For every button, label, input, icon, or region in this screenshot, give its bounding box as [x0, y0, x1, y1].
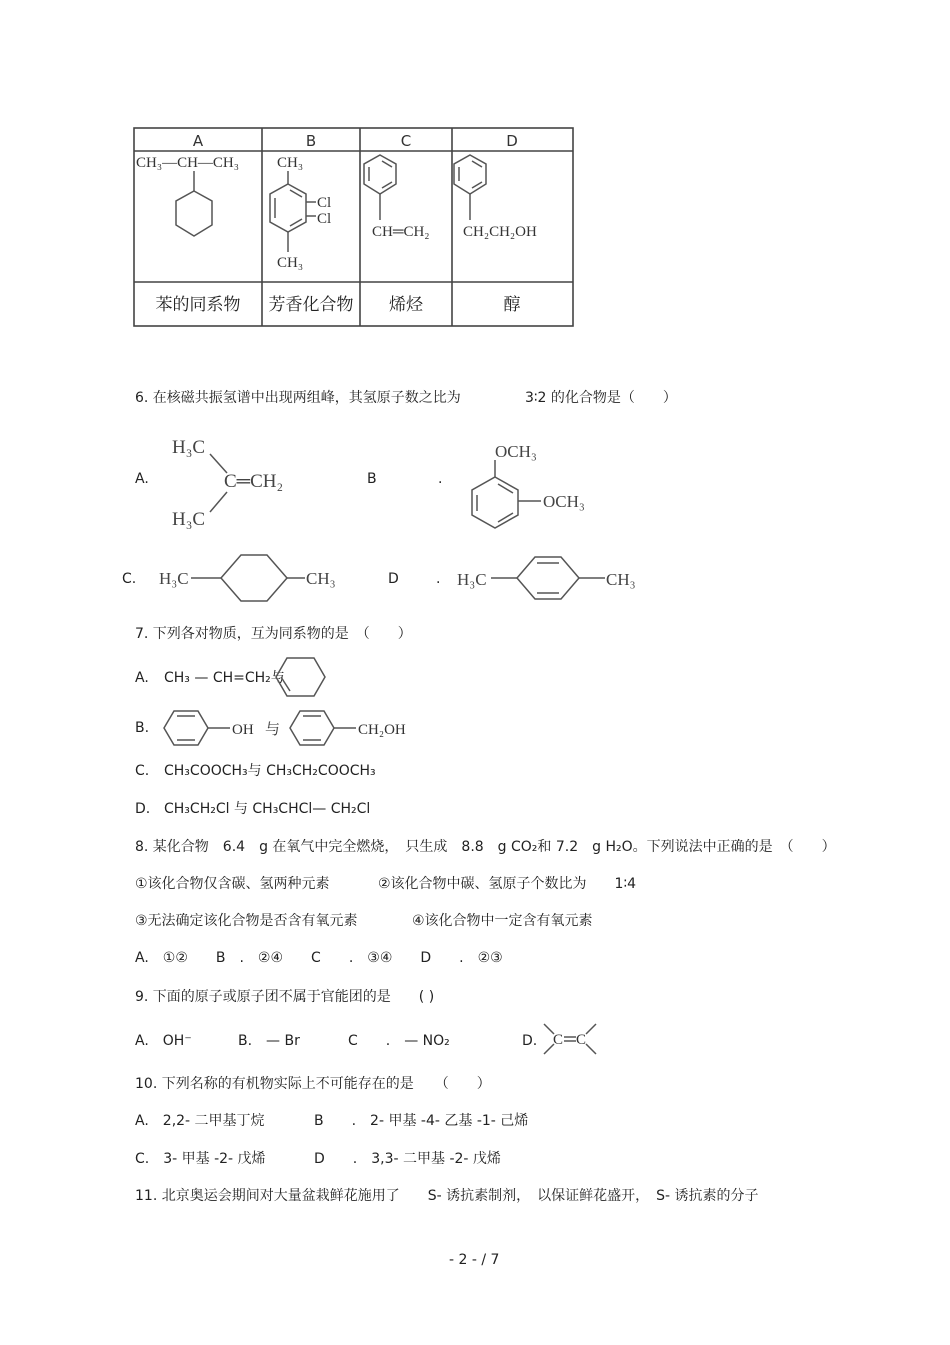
table-c-formula: CH═CH₂: [372, 224, 430, 240]
q10-option-b: B . 2- 甲基 -4- 乙基 -1- 己烯: [314, 1113, 529, 1129]
q6-option-c-label: C.: [122, 571, 137, 587]
table-header-a: A: [192, 132, 204, 150]
q6-option-b-label: B: [367, 471, 377, 487]
q10-option-a: A. 2,2- 二甲基丁烷: [135, 1113, 265, 1129]
q6-option-b-structure: [455, 435, 615, 530]
q7-option-d-label: D.: [135, 801, 151, 817]
svg-text:CH₃: CH₃: [606, 570, 636, 589]
svg-text:OCH₃: OCH₃: [495, 442, 537, 461]
svg-text:OCH₃: OCH₃: [543, 492, 585, 511]
q6-stem-ratio: 3∶2 的化合物是（ ）: [525, 390, 677, 406]
q7-stem: 7. 下列各对物质，互为同系物的是 （ ）: [135, 626, 412, 642]
q9-stem: 9. 下面的原子或原子团不属于官能团的是 ( ): [135, 989, 435, 1005]
q9-option-a: A. OH⁻: [135, 1033, 192, 1049]
q8-statement-4: ④该化合物中一定含有氧元素: [412, 913, 593, 929]
table-label-d: 醇: [503, 295, 521, 315]
q9-option-d-alkene: [540, 1020, 605, 1060]
svg-text:CH₃: CH₃: [306, 569, 336, 588]
page-number: - 2 - / 7: [449, 1252, 500, 1268]
svg-text:C═CH₂: C═CH₂: [224, 471, 284, 492]
q7-option-b-structures: [160, 708, 430, 748]
classification-table: [0, 0, 950, 340]
table-a-formula: CH₃—CH—CH₃: [136, 155, 239, 171]
q7-option-a-text: CH₃ — CH=CH₂与: [164, 670, 285, 686]
svg-text:与: 与: [265, 722, 281, 738]
q6-option-c-structure: [155, 550, 355, 605]
q8-statement-3: ③无法确定该化合物是否含有氧元素: [135, 913, 358, 929]
svg-text:C: C: [553, 1032, 564, 1048]
svg-text:C: C: [576, 1032, 587, 1048]
q8-statement-2: ②该化合物中碳、氢原子个数比为 1∶4: [378, 876, 637, 892]
q8-stem: 8. 某化合物 6.4 g 在氧气中完全燃烧， 只生成 8.8 g CO₂和 7.2 g H₂O。下列说法中正确的是 （ ）: [135, 839, 836, 855]
q11-stem: 11. 北京奥运会期间对大量盆栽鲜花施用了 S- 诱抗素制剂， 以保证鲜花盛开， S- 诱抗素的分子: [135, 1188, 759, 1204]
q10-option-c: C. 3- 甲基 -2- 戊烯: [135, 1151, 266, 1167]
table-header-d: D: [506, 132, 518, 150]
table-b-ch3-top: CH₃: [277, 155, 304, 171]
q8-statement-1: ①该化合物仅含碳、氢两种元素: [135, 876, 330, 892]
svg-text:H₃C: H₃C: [159, 569, 189, 588]
svg-text:H₃C: H₃C: [172, 437, 206, 458]
q7-option-c-text: CH₃COOCH₃与 CH₃CH₂COOCH₃: [164, 763, 376, 779]
svg-text:H₃C: H₃C: [172, 509, 206, 530]
table-label-c: 烯烃: [389, 295, 423, 315]
table-d-formula: CH₂CH₂OH: [463, 224, 537, 240]
table-header-c: C: [400, 132, 412, 150]
table-label-a: 苯的同系物: [155, 295, 241, 315]
q6-option-d-dot: .: [436, 571, 441, 587]
svg-text:CH₂OH: CH₂OH: [358, 722, 406, 738]
table-label-b: 芳香化合物: [268, 295, 354, 315]
q8-options: A. ①② B . ②④ C . ③④ D . ②③: [135, 950, 503, 966]
q6-option-b-dot: .: [438, 471, 443, 487]
table-b-cl-2: Cl: [317, 211, 332, 227]
svg-text:OH: OH: [232, 722, 254, 738]
q9-option-b: B. — Br: [238, 1033, 300, 1049]
q7-option-a-label: A.: [135, 670, 149, 686]
svg-text:H₃C: H₃C: [457, 570, 487, 589]
table-b-cl-1: Cl: [317, 195, 332, 211]
q7-option-b-label: B.: [135, 720, 150, 736]
q9-option-d: D.: [522, 1033, 538, 1049]
q7-option-d-text: CH₃CH₂Cl 与 CH₃CHCl— CH₂Cl: [164, 801, 371, 817]
q10-stem: 10. 下列名称的有机物实际上不可能存在的是 （ ）: [135, 1076, 491, 1092]
table-b-ch3-bottom: CH₃: [277, 255, 304, 271]
table-header-b: B: [305, 132, 317, 150]
q6-option-d-label: D: [388, 571, 399, 587]
q7-option-c-label: C.: [135, 763, 150, 779]
q9-option-c: C . — NO₂: [348, 1033, 450, 1049]
q6-option-d-structure: [455, 550, 655, 605]
q7-option-a-cyclohexene: [272, 655, 332, 700]
q6-stem: 6. 在核磁共振氢谱中出现两组峰，其氢原子数之比为: [135, 390, 461, 406]
table-a-cyclohexane-ring: [176, 191, 212, 236]
q6-option-a-label: A.: [135, 471, 149, 487]
q10-option-d: D . 3,3- 二甲基 -2- 戊烯: [314, 1151, 501, 1167]
q6-option-a-structure: [160, 430, 320, 530]
